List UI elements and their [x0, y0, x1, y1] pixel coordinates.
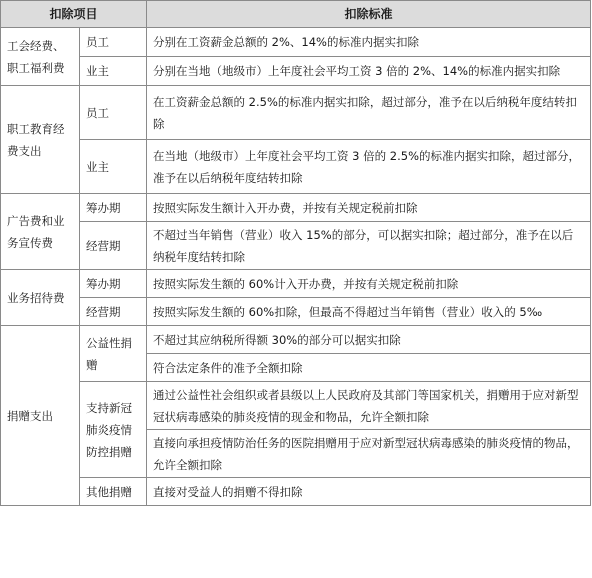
- header-item: 扣除项目: [1, 1, 147, 28]
- table-row: [1, 57, 591, 86]
- standard-cell: 在工资薪金总额的 2.5%的标准内据实扣除，超过部分，准予在以后纳税年度结转扣除: [147, 86, 591, 140]
- sub-cell: 其他捐赠: [80, 478, 147, 506]
- table-row: [1, 86, 591, 140]
- standard-cell: 符合法定条件的准予全额扣除: [147, 354, 591, 382]
- standard-cell: 分别在工资薪金总额的 2%、14%的标准内据实扣除: [147, 28, 591, 57]
- table-row: [1, 28, 591, 57]
- sub-cell: 员工: [80, 28, 147, 57]
- sub-cell: 筹办期: [80, 194, 147, 222]
- sub-cell: 经营期: [80, 222, 147, 270]
- sub-cell: 业主: [80, 57, 147, 86]
- sub-cell: 支持新冠肺炎疫情防控捐赠: [80, 382, 147, 478]
- item-cell: 业务招待费: [1, 270, 80, 326]
- standard-cell: 按照实际发生额的 60%扣除，但最高不得超过当年销售（营业）收入的 5‰: [147, 298, 591, 326]
- standard-cell: 按照实际发生额的 60%计入开办费，并按有关规定税前扣除: [147, 270, 591, 298]
- header-standard: 扣除标准: [147, 1, 591, 28]
- item-cell: 广告费和业务宣传费: [1, 194, 80, 270]
- table-row: [1, 140, 591, 194]
- standard-cell: 通过公益性社会组织或者县级以上人民政府及其部门等国家机关，捐赠用于应对新型冠状病毒感染的肺炎疫情的现金和物品，允许全额扣除: [147, 382, 591, 430]
- table-row: [1, 478, 591, 506]
- sub-cell: 业主: [80, 140, 147, 194]
- table-row: [1, 298, 591, 326]
- table-header-row: [1, 1, 591, 28]
- table-row: [1, 194, 591, 222]
- standard-cell: 在当地（地级市）上年度社会平均工资 3 倍的 2.5%的标准内据实扣除，超过部分，准予在以后纳税年度结转扣除: [147, 140, 591, 194]
- standard-cell: 不超过当年销售（营业）收入 15%的部分，可以据实扣除；超过部分，准予在以后纳税年度结转扣除: [147, 222, 591, 270]
- table-row: [1, 326, 591, 354]
- sub-cell: 员工: [80, 86, 147, 140]
- table-row: [1, 270, 591, 298]
- item-cell: 工会经费、职工福利费: [1, 28, 80, 86]
- table-row: [1, 382, 591, 430]
- standard-cell: 按照实际发生额计入开办费，并按有关规定税前扣除: [147, 194, 591, 222]
- standard-cell: 不超过其应纳税所得额 30%的部分可以据实扣除: [147, 326, 591, 354]
- sub-cell: 筹办期: [80, 270, 147, 298]
- item-cell: 职工教育经费支出: [1, 86, 80, 194]
- sub-cell: 公益性捐赠: [80, 326, 147, 382]
- standard-cell: 直接向承担疫情防治任务的医院捐赠用于应对新型冠状病毒感染的肺炎疫情的物品，允许全额扣除: [147, 430, 591, 478]
- sub-cell: 经营期: [80, 298, 147, 326]
- standard-cell: 分别在当地（地级市）上年度社会平均工资 3 倍的 2%、14%的标准内据实扣除: [147, 57, 591, 86]
- item-cell: 捐赠支出: [1, 326, 80, 506]
- standard-cell: 直接对受益人的捐赠不得扣除: [147, 478, 591, 506]
- table-row: [1, 222, 591, 270]
